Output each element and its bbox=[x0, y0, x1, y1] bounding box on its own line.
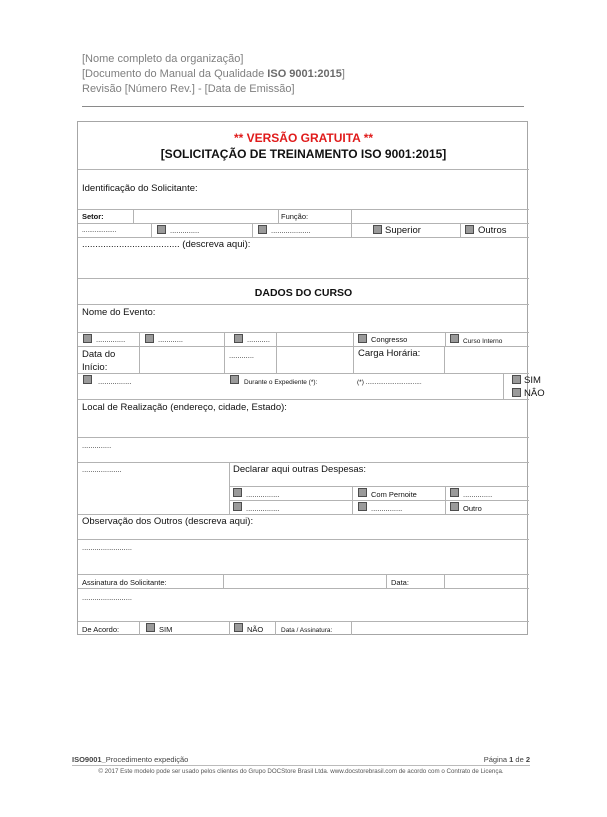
cell-divider bbox=[386, 574, 387, 588]
cell-divider bbox=[252, 223, 253, 237]
superior-checkbox[interactable] bbox=[373, 225, 382, 234]
expense-option: ............... bbox=[371, 504, 403, 513]
cell-divider bbox=[229, 621, 230, 635]
expense-checkbox[interactable] bbox=[233, 502, 242, 511]
cell-divider bbox=[223, 574, 224, 588]
other-expense-label: Outro bbox=[463, 504, 482, 513]
agree-label: De Acordo: bbox=[82, 625, 120, 634]
no-label: NÂO bbox=[524, 388, 545, 399]
cell-divider bbox=[445, 486, 446, 514]
organization-name: [Nome completo da organização] bbox=[82, 53, 244, 65]
cell-divider bbox=[151, 223, 152, 237]
date-signature-label: Data / Assinatura: bbox=[281, 627, 333, 634]
event-type-option: ............ bbox=[158, 335, 184, 344]
requester-id-label: Identificação do Solicitante: bbox=[82, 183, 198, 194]
row-divider bbox=[78, 169, 529, 170]
cell-divider bbox=[503, 373, 504, 399]
dotted-placeholder: ................... bbox=[271, 226, 311, 235]
agree-yes-checkbox[interactable] bbox=[146, 623, 155, 632]
asterisk-note: (*) ............................... bbox=[357, 379, 422, 386]
row-divider bbox=[229, 486, 529, 487]
signature-value: ........................ bbox=[82, 593, 133, 602]
row-divider bbox=[78, 462, 529, 463]
row-divider bbox=[78, 539, 529, 540]
location-value: .............. bbox=[82, 441, 112, 450]
option-checkbox[interactable] bbox=[258, 225, 267, 234]
revision-info: Revisão [Número Rev.] - [Data de Emissão] bbox=[82, 83, 295, 95]
during-shift-label: Durante o Expediente (*): bbox=[244, 379, 318, 386]
describe-label: ..................................... (descreva aqui): bbox=[82, 239, 251, 250]
expenses-value: ................... bbox=[82, 465, 122, 474]
expense-option: .............. bbox=[463, 490, 493, 499]
cell-divider bbox=[445, 332, 446, 346]
row-divider bbox=[78, 574, 529, 575]
row-divider bbox=[78, 588, 529, 589]
row-divider bbox=[78, 278, 529, 279]
event-type-checkbox[interactable] bbox=[234, 334, 243, 343]
footer-doc-id: ISO9001_Procedimento expedição bbox=[72, 755, 189, 764]
footer-doc-line bbox=[72, 755, 530, 764]
date-label: Data: bbox=[391, 578, 409, 587]
row-divider bbox=[78, 373, 529, 374]
cell-divider bbox=[444, 346, 445, 373]
overnight-checkbox[interactable] bbox=[358, 488, 367, 497]
row-divider bbox=[78, 437, 529, 438]
dotted-placeholder: ................... bbox=[82, 227, 117, 234]
cell-divider bbox=[139, 621, 140, 635]
cell-divider bbox=[351, 209, 352, 237]
cell-divider bbox=[229, 462, 230, 514]
document-reference: [Documento do Manual da Qualidade ISO 9001:2015] bbox=[82, 68, 345, 80]
during-shift-checkbox[interactable] bbox=[230, 375, 239, 384]
event-type-option: ........... bbox=[247, 335, 270, 344]
congress-checkbox[interactable] bbox=[358, 334, 367, 343]
cell-divider bbox=[224, 332, 225, 373]
other-expenses-label: Declarar aqui outras Despesas: bbox=[233, 464, 367, 475]
row-divider bbox=[78, 621, 529, 622]
other-expense-checkbox[interactable] bbox=[450, 502, 459, 511]
row-divider bbox=[78, 237, 529, 238]
internal-course-checkbox[interactable] bbox=[450, 334, 459, 343]
cell-divider bbox=[275, 621, 276, 635]
observations-value: ........................ bbox=[82, 543, 133, 552]
workload-label: Carga Horária: bbox=[358, 348, 421, 359]
yes-label: SIM bbox=[524, 375, 541, 386]
cell-divider bbox=[444, 574, 445, 588]
course-section-title: DADOS DO CURSO bbox=[254, 287, 353, 299]
training-request-form bbox=[77, 121, 545, 635]
cell-divider bbox=[460, 223, 461, 237]
cell-divider bbox=[351, 621, 352, 635]
footer-divider bbox=[72, 765, 530, 766]
row-divider bbox=[78, 346, 529, 347]
cell-divider bbox=[352, 486, 353, 514]
superior-label: Superior bbox=[385, 225, 421, 236]
row-divider bbox=[78, 304, 529, 305]
option-checkbox[interactable] bbox=[157, 225, 166, 234]
cell-divider bbox=[139, 332, 140, 373]
row-divider bbox=[78, 332, 529, 333]
yes-checkbox[interactable] bbox=[512, 375, 521, 384]
no-checkbox[interactable] bbox=[512, 388, 521, 397]
start-date-label: Data do Início: bbox=[82, 349, 116, 373]
row-divider bbox=[78, 223, 529, 224]
event-type-option: .............. bbox=[96, 335, 126, 344]
start-date-value: ............ bbox=[229, 351, 255, 360]
others-label: Outros bbox=[478, 225, 507, 236]
dotted-placeholder: ................ bbox=[98, 377, 132, 386]
cell-divider bbox=[278, 209, 279, 223]
role-label: Função: bbox=[281, 212, 309, 221]
row-divider bbox=[229, 500, 529, 501]
copyright-notice: © 2017 Este modelo pode ser usado pelos clientes do Grupo DOCStore Brasil Ltda. www.docstorebrasil.com de acordo com o Contrato de Licença. bbox=[98, 768, 504, 775]
dotted-placeholder: .............. bbox=[170, 226, 200, 235]
event-type-checkbox[interactable] bbox=[145, 334, 154, 343]
agree-no-checkbox[interactable] bbox=[234, 623, 243, 632]
free-version-title: ** VERSÃO GRATUITA ** bbox=[233, 131, 374, 145]
cell-divider bbox=[353, 332, 354, 373]
sector-label: Setor: bbox=[82, 212, 104, 221]
event-name-label: Nome do Evento: bbox=[82, 307, 156, 318]
congress-label: Congresso bbox=[371, 335, 408, 344]
row-divider bbox=[78, 209, 529, 210]
row-divider bbox=[78, 399, 529, 400]
header-divider bbox=[82, 106, 524, 107]
document-header bbox=[82, 52, 345, 97]
row-divider bbox=[78, 514, 529, 515]
location-label: Local de Realização (endereço, cidade, Estado): bbox=[82, 402, 287, 413]
expense-option: ................ bbox=[246, 504, 280, 513]
event-type-checkbox[interactable] bbox=[83, 334, 92, 343]
expense-option: ................ bbox=[246, 490, 280, 499]
cell-divider bbox=[133, 209, 134, 223]
expense-checkbox[interactable] bbox=[450, 488, 459, 497]
form-title: [SOLICITAÇÃO DE TREINAMENTO ISO 9001:2015] bbox=[160, 147, 447, 161]
cell-divider bbox=[276, 332, 277, 373]
agree-yes-label: SIM bbox=[159, 625, 173, 634]
expense-checkbox[interactable] bbox=[233, 488, 242, 497]
page-number: Página 1 de 2 bbox=[483, 755, 530, 764]
agree-no-label: NÃO bbox=[247, 625, 264, 634]
internal-course-label: Curso Interno bbox=[463, 338, 503, 345]
option-checkbox[interactable] bbox=[83, 375, 92, 384]
observations-label: Observação dos Outros (descreva aqui): bbox=[82, 516, 254, 527]
overnight-label: Com Pernoite bbox=[371, 490, 417, 499]
expense-checkbox[interactable] bbox=[358, 502, 367, 511]
signature-label: Assinatura do Solicitante: bbox=[82, 578, 167, 587]
others-checkbox[interactable] bbox=[465, 225, 474, 234]
